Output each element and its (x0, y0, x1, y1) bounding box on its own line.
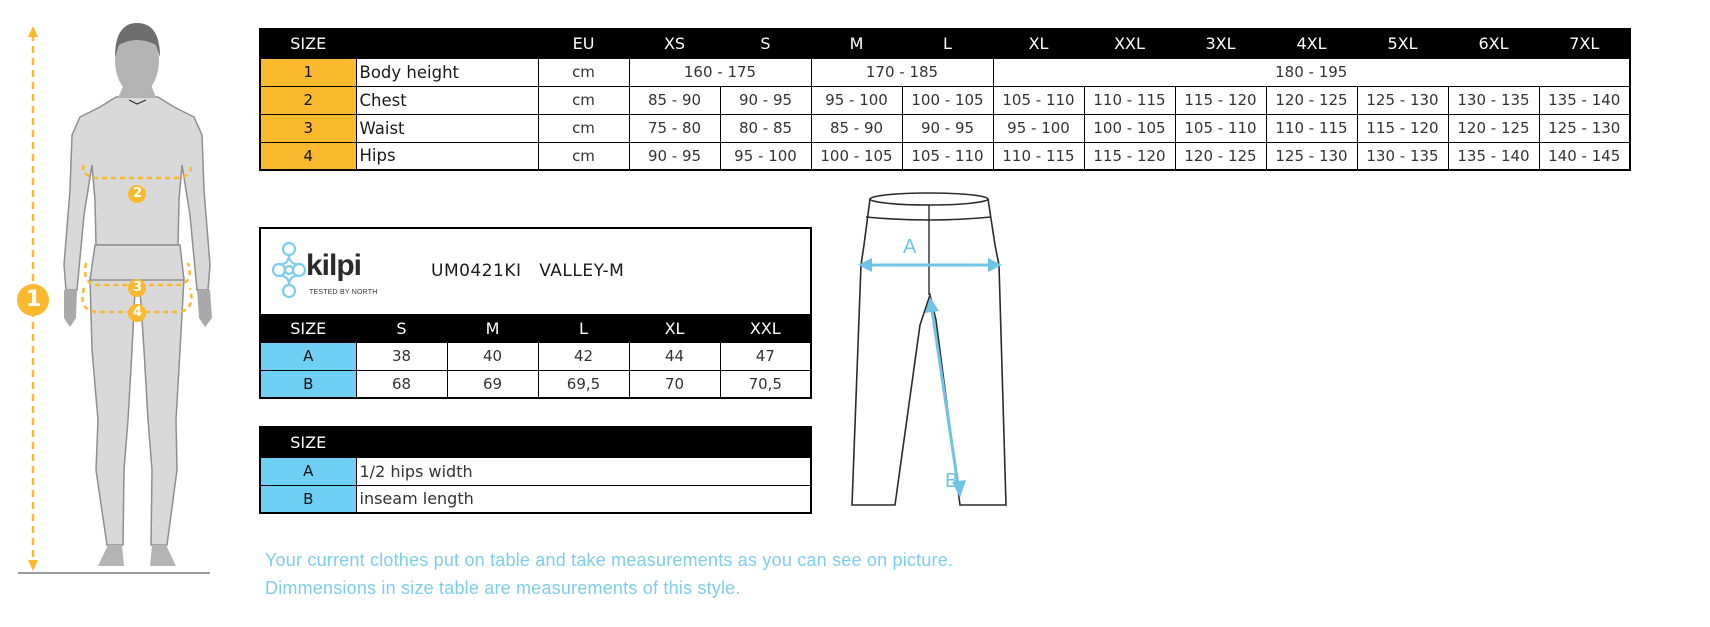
row-description: inseam length (356, 485, 811, 513)
cell: 130 - 135 (1448, 86, 1539, 114)
row-number: 1 (260, 58, 356, 86)
legend-header-row (260, 427, 811, 457)
row-label: Body height (356, 58, 538, 86)
header-blank (356, 427, 811, 457)
header-eu: EU (538, 29, 629, 58)
cell-xl-7xl: 180 - 195 (993, 58, 1630, 86)
height-marker-label: 1 (26, 287, 42, 312)
row-number: 2 (260, 86, 356, 114)
cell: 75 - 80 (629, 114, 720, 142)
cell: 85 - 90 (629, 86, 720, 114)
table-header-row (260, 29, 1630, 58)
header-7xl: 7XL (1539, 29, 1630, 58)
cell: 110 - 115 (1084, 86, 1175, 114)
product-code: UM0421KI (431, 261, 522, 281)
table-row-b (260, 370, 811, 398)
cell: 140 - 145 (1539, 142, 1630, 170)
product-name: VALLEY-M (539, 261, 625, 281)
cell: 38 (356, 342, 447, 370)
table-row-chest (260, 86, 1630, 114)
row-unit: cm (538, 86, 629, 114)
cell: 125 - 130 (1539, 114, 1630, 142)
cell: 120 - 125 (1266, 86, 1357, 114)
cell: 110 - 115 (1266, 114, 1357, 142)
cell: 100 - 105 (902, 86, 993, 114)
cell: 100 - 105 (811, 142, 902, 170)
cell: 120 - 125 (1448, 114, 1539, 142)
cell: 95 - 100 (720, 142, 811, 170)
cell: 100 - 105 (1084, 114, 1175, 142)
cell: 120 - 125 (1175, 142, 1266, 170)
cell: 85 - 90 (811, 114, 902, 142)
legend-row-b (260, 485, 811, 513)
cell: 105 - 110 (902, 142, 993, 170)
header-xl: XL (993, 29, 1084, 58)
cell: 42 (538, 342, 629, 370)
cell: 110 - 115 (993, 142, 1084, 170)
cell: 135 - 140 (1539, 86, 1630, 114)
row-key: B (260, 485, 356, 513)
pants-label-a: A (903, 236, 917, 258)
cell: 105 - 110 (993, 86, 1084, 114)
body-size-table (259, 28, 1631, 171)
header-m: M (447, 314, 538, 342)
cell: 105 - 110 (1175, 114, 1266, 142)
cell: 125 - 130 (1357, 86, 1448, 114)
cell: 70,5 (720, 370, 811, 398)
cell: 70 (629, 370, 720, 398)
cell: 95 - 100 (811, 86, 902, 114)
legend-row-a (260, 457, 811, 485)
header-xs: XS (629, 29, 720, 58)
header-xxl: XXL (1084, 29, 1175, 58)
header-5xl: 5XL (1357, 29, 1448, 58)
table-row-body-height (260, 58, 1630, 86)
row-unit: cm (538, 58, 629, 86)
cell-m-l: 170 - 185 (811, 58, 993, 86)
cell: 80 - 85 (720, 114, 811, 142)
header-size: SIZE (260, 427, 356, 457)
table-row-waist (260, 114, 1630, 142)
cell: 115 - 120 (1084, 142, 1175, 170)
cell: 90 - 95 (720, 86, 811, 114)
header-6xl: 6XL (1448, 29, 1539, 58)
measurement-legend-table (259, 426, 812, 514)
waist-marker-label: 3 (133, 280, 143, 295)
row-unit: cm (538, 142, 629, 170)
instruction-note-1: Your current clothes put on table and take measurements as you can see on picture. (265, 550, 954, 570)
table-row-a (260, 342, 811, 370)
row-key: B (260, 370, 356, 398)
product-table-header (260, 314, 811, 342)
header-l: L (902, 29, 993, 58)
instruction-note-2: Dimmensions in size table are measurements of this style. (265, 578, 741, 598)
cell: 115 - 120 (1357, 114, 1448, 142)
header-size: SIZE (260, 314, 356, 342)
brand-logo-text: kilpi (306, 249, 362, 282)
kilpi-knot-logo-icon (271, 239, 307, 301)
product-size-table (259, 227, 812, 399)
header-3xl: 3XL (1175, 29, 1266, 58)
hips-marker-label: 4 (133, 305, 143, 320)
cell: 115 - 120 (1175, 86, 1266, 114)
cell: 135 - 140 (1448, 142, 1539, 170)
header-xxl: XXL (720, 314, 811, 342)
row-label: Waist (356, 114, 538, 142)
product-header (260, 228, 811, 314)
row-key: A (260, 457, 356, 485)
cell: 44 (629, 342, 720, 370)
header-s: S (356, 314, 447, 342)
row-unit: cm (538, 114, 629, 142)
chest-marker-label: 2 (133, 186, 143, 201)
product-header-row (260, 228, 811, 314)
header-size: SIZE (260, 29, 356, 58)
table-row-hips (260, 142, 1630, 170)
cell: 47 (720, 342, 811, 370)
cell: 69 (447, 370, 538, 398)
pants-label-b: B (945, 470, 959, 492)
cell: 130 - 135 (1357, 142, 1448, 170)
cell: 68 (356, 370, 447, 398)
header-blank (356, 29, 538, 58)
row-label: Hips (356, 142, 538, 170)
product-title (431, 261, 624, 281)
row-description: 1/2 hips width (356, 457, 811, 485)
cell: 125 - 130 (1266, 142, 1357, 170)
row-label: Chest (356, 86, 538, 114)
cell: 90 - 95 (902, 114, 993, 142)
row-number: 4 (260, 142, 356, 170)
header-l: L (538, 314, 629, 342)
row-key: A (260, 342, 356, 370)
cell-xs-s: 160 - 175 (629, 58, 811, 86)
cell: 95 - 100 (993, 114, 1084, 142)
cell: 90 - 95 (629, 142, 720, 170)
header-s: S (720, 29, 811, 58)
row-number: 3 (260, 114, 356, 142)
brand-tagline: TESTED BY NORTH (309, 289, 378, 296)
cell: 69,5 (538, 370, 629, 398)
header-4xl: 4XL (1266, 29, 1357, 58)
header-xl: XL (629, 314, 720, 342)
header-m: M (811, 29, 902, 58)
cell: 40 (447, 342, 538, 370)
